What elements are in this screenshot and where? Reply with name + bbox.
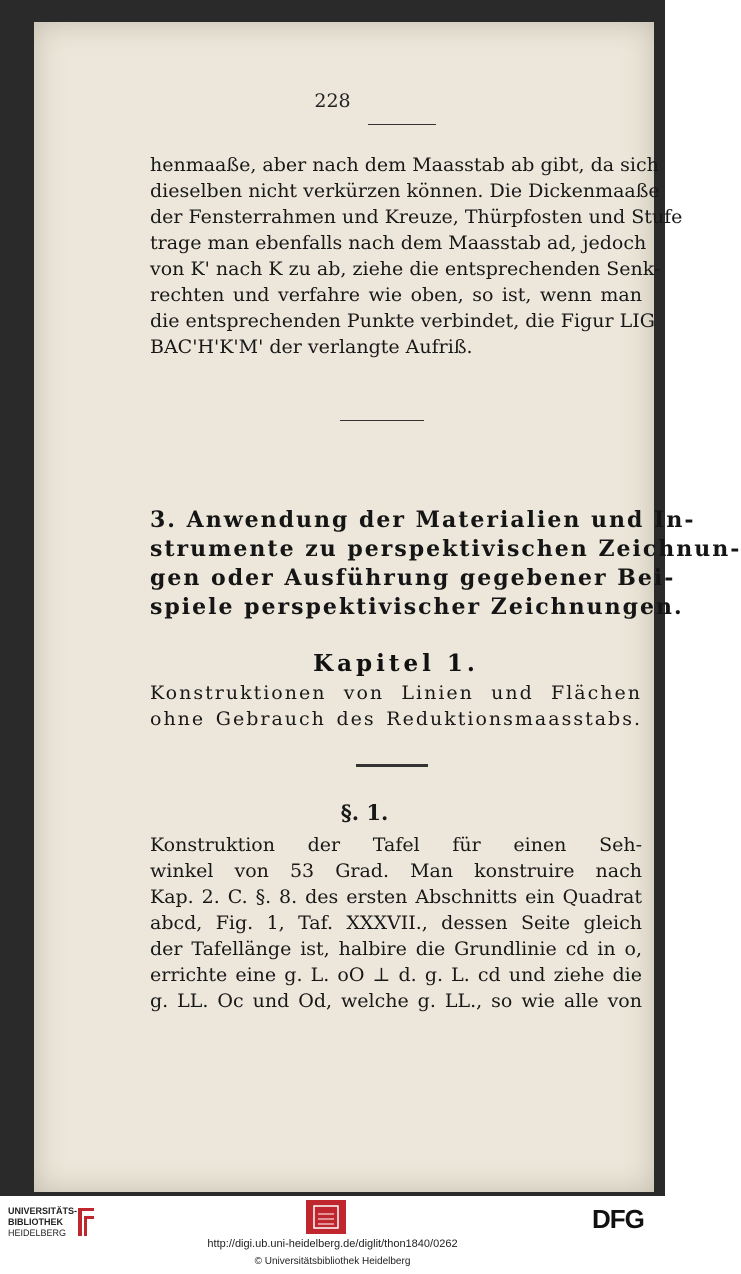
section-divider [340,420,424,421]
library-name-line: UNIVERSITÄTS- [8,1206,78,1216]
subtitle-line: ohne Gebrauch des Reduktionsmaasstabs. [150,708,642,730]
heading-line: spiele perspektivischer Zeichnungen. [150,594,684,620]
text-line: der Fensterrahmen und Kreuze, Thürpfosten und Stufe [150,206,683,228]
heading-line: 3. Anwendung der Materialien und In- [150,507,696,533]
text-line: errichte eine g. L. oO ⊥ d. g. L. cd und ziehe die [150,964,642,986]
heading-line: strumente zu perspektivischen Zeichnun- [150,536,741,562]
text-line: BAC'H'K'M' der verlangte Aufriß. [150,336,473,358]
text-line: Kap. 2. C. §. 8. des ersten Abschnitts ein Quadrat [150,886,642,908]
viewer-footer [0,1196,665,1274]
chapter-divider [356,764,428,767]
text-line: die entsprechenden Punkte verbindet, die Figur LIG [150,310,655,332]
text-line: rechten und verfahre wie oben, so ist, wenn man [150,284,642,306]
text-line: trage man ebenfalls nach dem Maasstab ad, jedoch [150,232,647,254]
text-line: winkel von 53 Grad. Man konstruire nach [150,860,642,882]
text-line: abcd, Fig. 1, Taf. XXXVII., dessen Seite gleich [150,912,642,934]
chapter-subtitle [150,680,642,732]
text-line: von K' nach K zu ab, ziehe die entsprechenden Senk- [150,258,661,280]
chapter-title: Kapitel 1. [313,650,479,677]
text-line: Konstruktion der Tafel für einen Seh- [150,834,642,856]
heading-line: gen oder Ausführung gegebener Bei- [150,565,676,591]
subtitle-line: Konstruktionen von Linien und Flächen [150,682,642,704]
paragraph-section-1 [150,832,642,1014]
copyright: © Universitätsbibliothek Heidelberg [254,1256,411,1267]
text-line: der Tafellänge ist, halbire die Grundlinie cd in o, [150,938,642,960]
page-number-underline [368,124,436,125]
heidelberg-seal-icon[interactable] [306,1200,346,1234]
permalink[interactable]: http://digi.ub.uni-heidelberg.de/diglit/thon1840/0262 [207,1238,458,1250]
library-name [8,1206,77,1239]
page-number: 228 [314,90,351,112]
paragraph-continued [150,152,683,360]
section-mark: §. 1. [340,800,389,825]
text-line: dieselben nicht verkürzen können. Die Dickenmaaße [150,180,660,202]
university-library-logo[interactable] [8,1202,98,1242]
library-mark-icon [74,1206,96,1238]
library-name-line: HEIDELBERG [8,1228,67,1238]
text-line: henmaaße, aber nach dem Maasstab ab gibt, da sich [150,154,659,176]
section-heading [150,506,741,622]
text-line: g. LL. Oc und Od, welche g. LL., so wie alle von [150,990,642,1012]
dfg-logo[interactable]: DFG [592,1204,644,1234]
library-name-line: BIBLIOTHEK [8,1217,63,1227]
